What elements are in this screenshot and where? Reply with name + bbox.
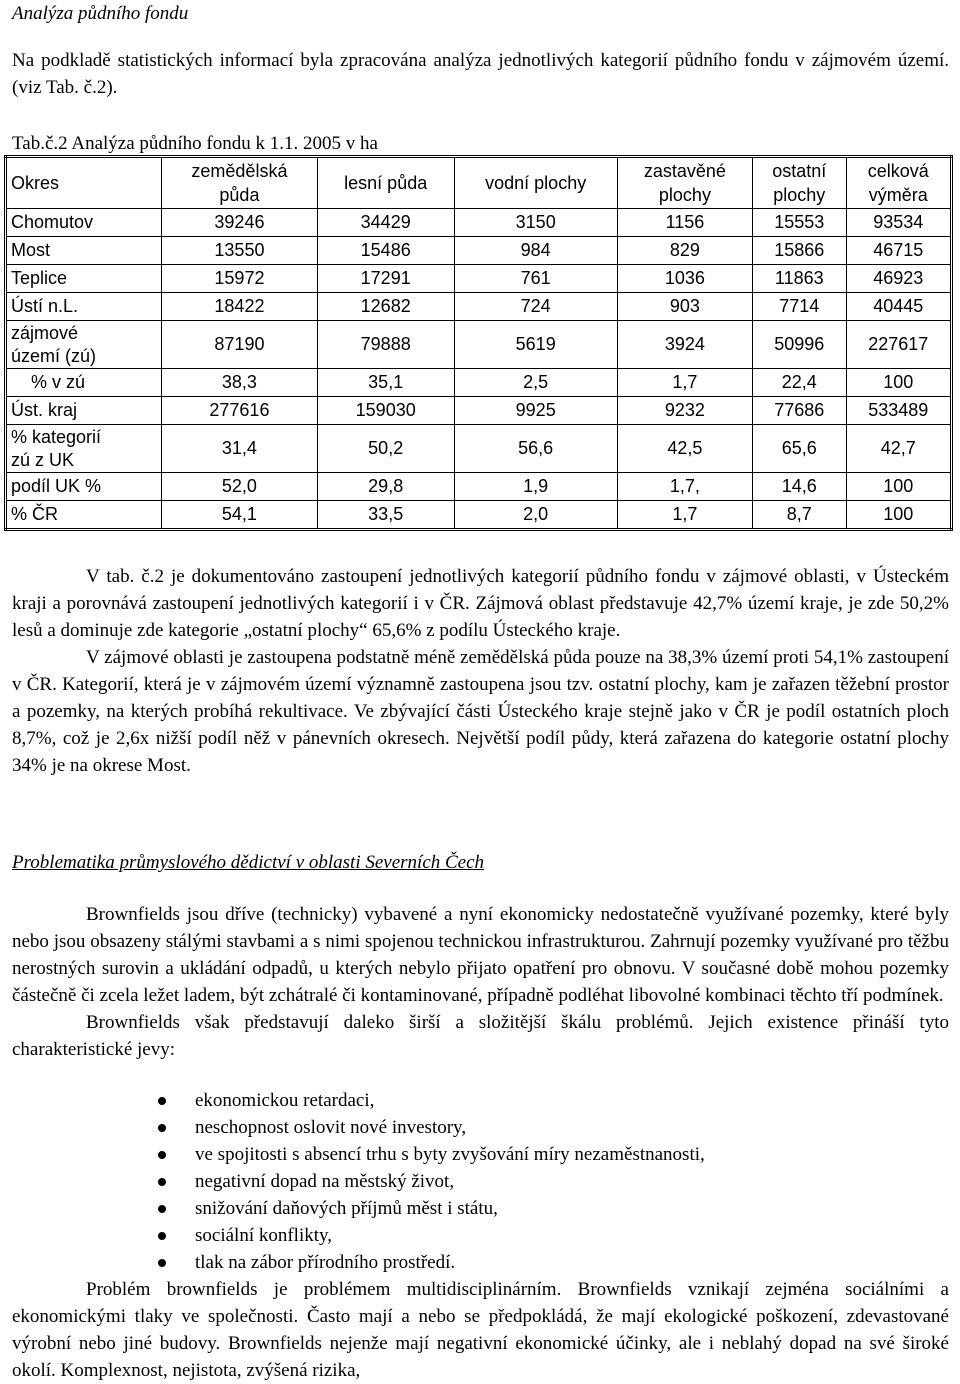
table-cell: 761 [454, 265, 617, 293]
row-label: Ústí n.L. [6, 293, 162, 321]
table-cell: 31,4 [162, 425, 318, 473]
table-cell: 100 [846, 473, 951, 501]
table-cell: 52,0 [162, 473, 318, 501]
table-cell: 1156 [617, 209, 752, 237]
bullet-icon [158, 1205, 166, 1213]
list-item [12, 1087, 705, 1114]
paragraph: Brownfields však představují daleko širší a složitější škálu problémů. Jejich existence přináší tyto charakteristické jevy: [12, 1012, 949, 1060]
phenomena-list [12, 1087, 705, 1276]
row-label: % ČR [6, 501, 162, 530]
table-caption: Tab.č.2 Analýza půdního fondu k 1.1. 2005 v ha [12, 133, 378, 154]
table-cell: 22,4 [752, 369, 846, 397]
table-cell: 54,1 [162, 501, 318, 530]
table-cell: 159030 [317, 397, 454, 425]
table-row [6, 425, 952, 473]
table-cell: 15553 [752, 209, 846, 237]
table-header-row [6, 157, 952, 209]
bullet-icon [158, 1178, 166, 1186]
list-item-text: sociální konflikty, [195, 1225, 333, 1246]
paragraph: V zájmové oblasti je zastoupena podstatně méně zemědělská půda pouze na 38,3% území proti 54,1% zastoupení v ČR. Kategorií, která je v zájmovém území významně zastoupena jsou tzv. ostatní plochy, kam je zařazen těžební prostor a pozemky, na kterých probíhá rekultivace. Ve zbývající části Ústeckého kraje stejně jako v ČR je podíl ostatních ploch 8,7%, což je 2,6x nižší podíl něž v pánevních okresech. Největší podíl půdy, která zařazena do kategorie ostatní plochy 34% je na okrese Most. [12, 647, 949, 776]
row-label: Úst. kraj [6, 397, 162, 425]
table-cell: 100 [846, 501, 951, 530]
table-cell: 1,7 [617, 501, 752, 530]
table-cell: 227617 [846, 321, 951, 369]
table-cell: 9925 [454, 397, 617, 425]
table-cell: 3150 [454, 209, 617, 237]
table-cell: 35,1 [317, 369, 454, 397]
table-cell: 5619 [454, 321, 617, 369]
table-cell: 77686 [752, 397, 846, 425]
table-cell: 2,0 [454, 501, 617, 530]
row-label: Chomutov [6, 209, 162, 237]
table-row [6, 473, 952, 501]
header-zastavene-line2: plochy [658, 185, 711, 205]
section-title: Analýza půdního fondu [12, 3, 189, 24]
table-cell: 56,6 [454, 425, 617, 473]
bullet-icon [158, 1151, 166, 1159]
bullet-icon [158, 1232, 166, 1240]
header-zastavene-line1: zastavěné [643, 161, 726, 181]
header-celkova-line2: výměra [868, 185, 928, 205]
list-item [12, 1168, 705, 1195]
intro-paragraph: Na podkladě statistických informací byla zpracována analýza jednotlivých kategorií půdního fondu v zájmovém území.(viz Tab. č.2). [12, 50, 949, 98]
table-cell: 38,3 [162, 369, 318, 397]
table-cell: 533489 [846, 397, 951, 425]
table-cell: 33,5 [317, 501, 454, 530]
closing-text [12, 1276, 949, 1384]
table-cell: 8,7 [752, 501, 846, 530]
table-cell: 29,8 [317, 473, 454, 501]
table-cell: 984 [454, 237, 617, 265]
table-cell: 42,5 [617, 425, 752, 473]
table-row [6, 209, 952, 237]
list-item [12, 1222, 705, 1249]
table-cell: 277616 [162, 397, 318, 425]
paragraph: Brownfields jsou dříve (technicky) vybavené a nyní ekonomicky nedostatečně využívané pozemky, které byly nebo jsou obsazeny stálými stavbami a s nimi spojenou technickou infrastrukturou. Zahrnují pozemky využívané pro těžbu nerostných surovin a ukládání odpadů, u kterých nebylo přijato opatření pro obnovu. V současné době mohou pozemky částečně či zcela ležet ladem, být zchátralé či kontaminované, případně podléhat libovolné kombinaci těchto tří podmínek. [12, 904, 949, 1006]
table-row [6, 293, 952, 321]
bullet-icon [158, 1124, 166, 1132]
section-heading: Problematika průmyslového dědictví v oblasti Severních Čech [12, 852, 485, 873]
list-item-text: ekonomickou retardaci, [195, 1090, 375, 1111]
table-row [6, 237, 952, 265]
list-item [12, 1141, 705, 1168]
header-zastavene [617, 157, 752, 209]
table-cell: 9232 [617, 397, 752, 425]
table-cell: 18422 [162, 293, 318, 321]
row-label-line1: % kategorií [11, 426, 102, 447]
table-cell: 1,9 [454, 473, 617, 501]
table-cell: 15972 [162, 265, 318, 293]
header-okres: Okres [6, 157, 162, 209]
table-cell: 3924 [617, 321, 752, 369]
paragraph: V tab. č.2 je dokumentováno zastoupení jednotlivých kategorií půdního fondu v zájmové oblasti, v Ústeckém kraji a porovnává zastoupení jednotlivých kategorií i v ČR. Zájmová oblast představuje 42,7% území kraje, je zde 50,2% lesů a dominuje zde kategorie „ostatní plochy“ 65,6% z podílu Ústeckého kraje. [12, 566, 949, 641]
paragraph: Problém brownfields je problémem multidisciplinárním. Brownfields vznikají zejména sociálními a ekonomickými tlaky ve společnosti. Často mají a nebo se předpokládá, že mají ekologické poškození, zdevastované výrobní nebo jiné budovy. Brownfields nejenže mají negativní ekonomické účinky, ale i neblahý dopad na své široké okolí. Komplexnost, nejistota, zvýšená rizika, [12, 1279, 949, 1381]
bullet-icon [158, 1259, 166, 1267]
analysis-text [12, 563, 949, 779]
table-cell: 11863 [752, 265, 846, 293]
header-celkova-line1: celková [867, 161, 929, 181]
table-cell: 15866 [752, 237, 846, 265]
table-row [6, 369, 952, 397]
table-cell: 40445 [846, 293, 951, 321]
table-cell: 13550 [162, 237, 318, 265]
header-ostatni [752, 157, 846, 209]
table-cell: 46923 [846, 265, 951, 293]
table-cell: 903 [617, 293, 752, 321]
table-cell: 50,2 [317, 425, 454, 473]
list-item-text: ve spojitosti s absencí trhu s byty zvyšování míry nezaměstnanosti, [195, 1144, 705, 1165]
list-item-text: negativní dopad na městský život, [195, 1171, 455, 1192]
header-lesni: lesní půda [317, 157, 454, 209]
row-label: podíl UK % [6, 473, 162, 501]
list-item [12, 1195, 705, 1222]
table-cell: 93534 [846, 209, 951, 237]
table-cell: 829 [617, 237, 752, 265]
header-vodni: vodní plochy [454, 157, 617, 209]
row-label-line1: zájmové [11, 322, 79, 343]
table-cell: 79888 [317, 321, 454, 369]
table-cell: 17291 [317, 265, 454, 293]
table-cell: 12682 [317, 293, 454, 321]
header-zemedelska [162, 157, 318, 209]
table-cell: 65,6 [752, 425, 846, 473]
brownfields-text [12, 901, 949, 1063]
table-cell: 7714 [752, 293, 846, 321]
table-cell: 2,5 [454, 369, 617, 397]
list-item-text: snižování daňových příjmů měst i státu, [195, 1198, 498, 1219]
table-cell: 1,7, [617, 473, 752, 501]
list-item [12, 1114, 705, 1141]
list-item-text: tlak na zábor přírodního prostředí. [195, 1252, 456, 1273]
row-label: % v zú [6, 369, 162, 397]
header-celkova [846, 157, 951, 209]
table-row [6, 397, 952, 425]
row-label: Teplice [6, 265, 162, 293]
land-fund-table [4, 155, 953, 531]
list-item [12, 1249, 705, 1276]
row-label [6, 321, 162, 369]
header-ostatni-line2: plochy [773, 185, 826, 205]
table-cell: 39246 [162, 209, 318, 237]
bullet-icon [158, 1097, 166, 1105]
header-ostatni-line1: ostatní [772, 161, 827, 181]
table-cell: 46715 [846, 237, 951, 265]
table-cell: 42,7 [846, 425, 951, 473]
table-row [6, 501, 952, 530]
table-cell: 87190 [162, 321, 318, 369]
table-cell: 34429 [317, 209, 454, 237]
row-label [6, 425, 162, 473]
header-zemedelska-line1: zemědělská [191, 161, 288, 181]
table-cell: 1,7 [617, 369, 752, 397]
row-label-line2: území (zú) [11, 345, 97, 366]
table-cell: 14,6 [752, 473, 846, 501]
header-zemedelska-line2: půda [219, 185, 260, 205]
list-item-text: neschopnost oslovit nové investory, [195, 1117, 467, 1138]
table-cell: 50996 [752, 321, 846, 369]
table-cell: 100 [846, 369, 951, 397]
table-row [6, 265, 952, 293]
table-cell: 1036 [617, 265, 752, 293]
row-label-line2: zú z UK [11, 449, 75, 470]
row-label: Most [6, 237, 162, 265]
table-row [6, 321, 952, 369]
table-cell: 15486 [317, 237, 454, 265]
table-cell: 724 [454, 293, 617, 321]
